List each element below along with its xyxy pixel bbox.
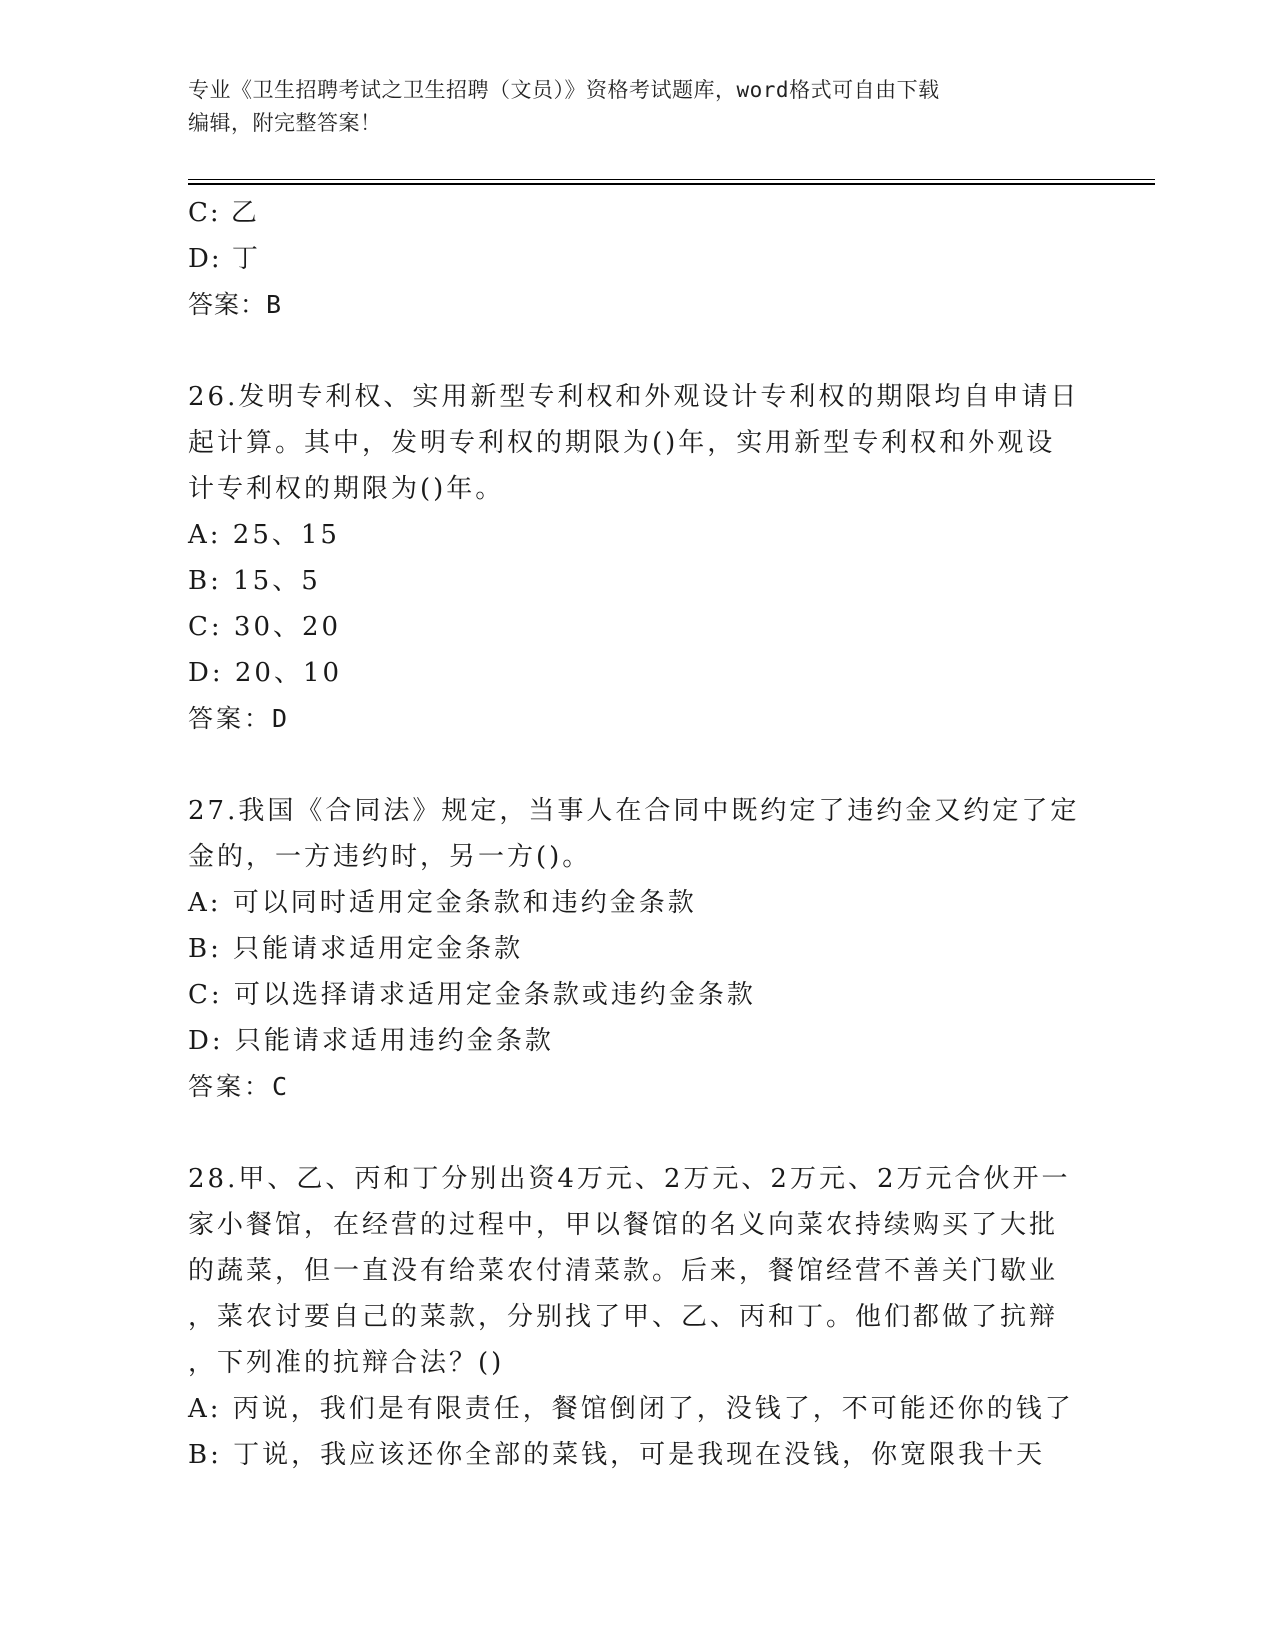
option-d: D: 20、10 [188, 658, 343, 688]
question-27 [188, 788, 1088, 1110]
question-text-line: 计专利权的期限为()年。 [188, 474, 505, 504]
question-text-line: 金的，一方违约时，另一方()。 [188, 842, 592, 872]
option-d: D: 只能请求适用违约金条款 [188, 1026, 554, 1056]
answer-line: 答案：B [188, 290, 283, 319]
question-text-line: 28.甲、乙、丙和丁分别出资4万元、2万元、2万元、2万元合伙开一 [188, 1164, 1071, 1194]
header-rule-thin [188, 179, 1155, 180]
option-c: C: 30、20 [188, 612, 342, 642]
option-b: B: 15、5 [188, 566, 321, 596]
option-b: B: 只能请求适用定金条款 [188, 934, 524, 964]
option-b: B: 丁说，我应该还你全部的菜钱，可是我现在没钱，你宽限我十天 [188, 1440, 1046, 1470]
spacer [188, 1110, 1088, 1156]
question-text-line: ，菜农讨要自己的菜款，分别找了甲、乙、丙和丁。他们都做了抗辩 [188, 1302, 1059, 1332]
question-text-line: 家小餐馆，在经营的过程中，甲以餐馆的名义向菜农持续购买了大批 [188, 1210, 1059, 1240]
option-a: A: 25、15 [188, 520, 340, 550]
question-text-line: 27.我国《合同法》规定，当事人在合同中既约定了违约金又约定了定 [188, 796, 1080, 826]
header-line-2: 编辑，附完整答案！ [188, 111, 382, 135]
spacer [188, 328, 1088, 374]
question-text-line: 起计算。其中，发明专利权的期限为()年，实用新型专利权和外观设 [188, 428, 1056, 458]
question-text-line: 26.发明专利权、实用新型专利权和外观设计专利权的期限均自申请日 [188, 382, 1080, 412]
document-body [188, 190, 1088, 1478]
question-text-line: 的蔬菜，但一直没有给菜农付清菜款。后来，餐馆经营不善关门歇业 [188, 1256, 1059, 1286]
option-a: A: 可以同时适用定金条款和违约金条款 [188, 888, 697, 918]
header-rule-thick [188, 183, 1155, 185]
carryover-block [188, 190, 1088, 328]
option-a: A: 丙说，我们是有限责任，餐馆倒闭了，没钱了，不可能还你的钱了 [188, 1394, 1074, 1424]
header-line-1: 专业《卫生招聘考试之卫生招聘（文员）》资格考试题库，word格式可自由下载 [188, 78, 940, 102]
option-d: D: 丁 [188, 244, 260, 274]
option-c: C: 可以选择请求适用定金条款或违约金条款 [188, 980, 756, 1010]
question-text-line: ，下列准的抗辩合法？() [188, 1348, 505, 1378]
option-c: C: 乙 [188, 198, 259, 228]
question-26 [188, 374, 1088, 742]
answer-line: 答案：D [188, 704, 291, 733]
answer-line: 答案：C [188, 1072, 291, 1101]
page-header [188, 74, 1088, 140]
spacer [188, 742, 1088, 788]
question-28 [188, 1156, 1088, 1478]
